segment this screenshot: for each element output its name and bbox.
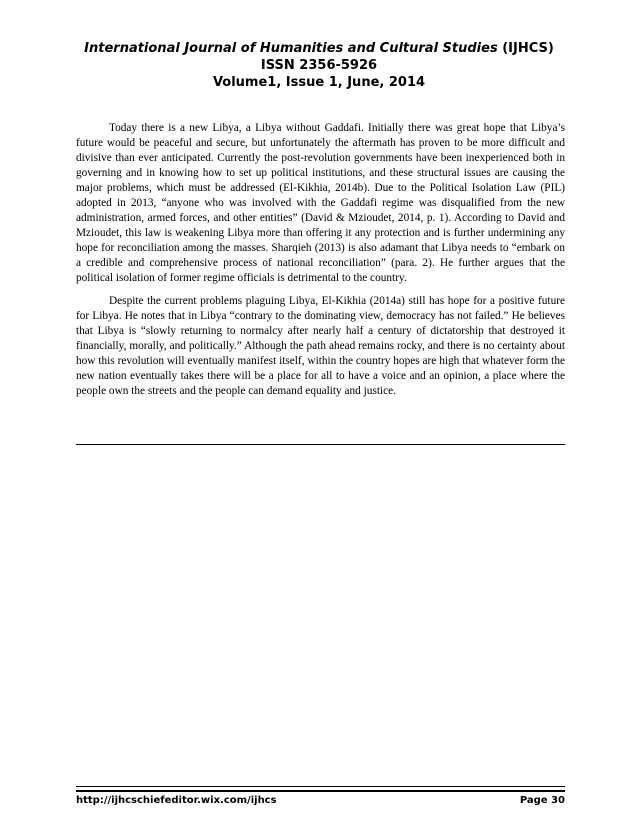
section-divider (76, 444, 565, 445)
page-footer (76, 793, 565, 811)
journal-abbrev: (IJHCS) (502, 41, 554, 56)
journal-title-line (0, 40, 638, 57)
issn: ISSN 2356-5926 (260, 58, 378, 73)
page-number: Page 30 (519, 795, 565, 806)
journal-header (0, 40, 638, 91)
journal-title: International Journal of Humanities and Cultural Studies (84, 41, 498, 56)
footer-divider (76, 786, 565, 792)
paragraph: Today there is a new Libya, a Libya without Gaddafi. Initially there was great hope that Libya’s future would be peaceful and secure, but unfortunately the aftermath has proven to be more difficult and divisive than ever anticipated. Currently the post-revolution governments have been inexperienced both in governing and in knowing how to set up political institutions, and these structural issues are causing the major problems, which must be addressed (El-Kikhia, 2014b). Due to the Political Isolation Law (PIL) adopted in 2013, “anyone who was involved with the Gaddafi regime was disqualified from the new administration, armed forces, and other entities” (David & Mzioudet, 2014, p. 1). According to David and Mzioudet, this law is weakening Libya more than offering it any protection and is further undermining any hope for reconciliation among the masses. Sharqieh (2013) is also adamant that Libya needs to “embark on a credible and comprehensive process of national reconciliation” (para. 2). He further argues that the political isolation of former regime officials is detrimental to the country. (76, 122, 565, 284)
journal-url[interactable]: http://ijhcschiefeditor.wix.com/ijhcs (76, 795, 277, 806)
article-body (76, 121, 565, 408)
paragraph: Despite the current problems plaguing Libya, El-Kikhia (2014a) still has hope for a positive future for Libya. He notes that in Libya “contrary to the dominating view, democracy has not failed.” He believes that Libya is “slowly returning to normalcy after nearly half a century of dictatorship that destroyed it financially, morally, and politically.” Although the path ahead remains rocky, and there is no certainty about how this revolution will eventually manifest itself, within the country hopes are high that whatever form the new nation eventually takes there will be a place for all to have a voice and an opinion, a place where the people own the streets and the people can demand equality and justice. (76, 295, 565, 398)
volume-issue: Volume1, Issue 1, June, 2014 (212, 75, 426, 90)
